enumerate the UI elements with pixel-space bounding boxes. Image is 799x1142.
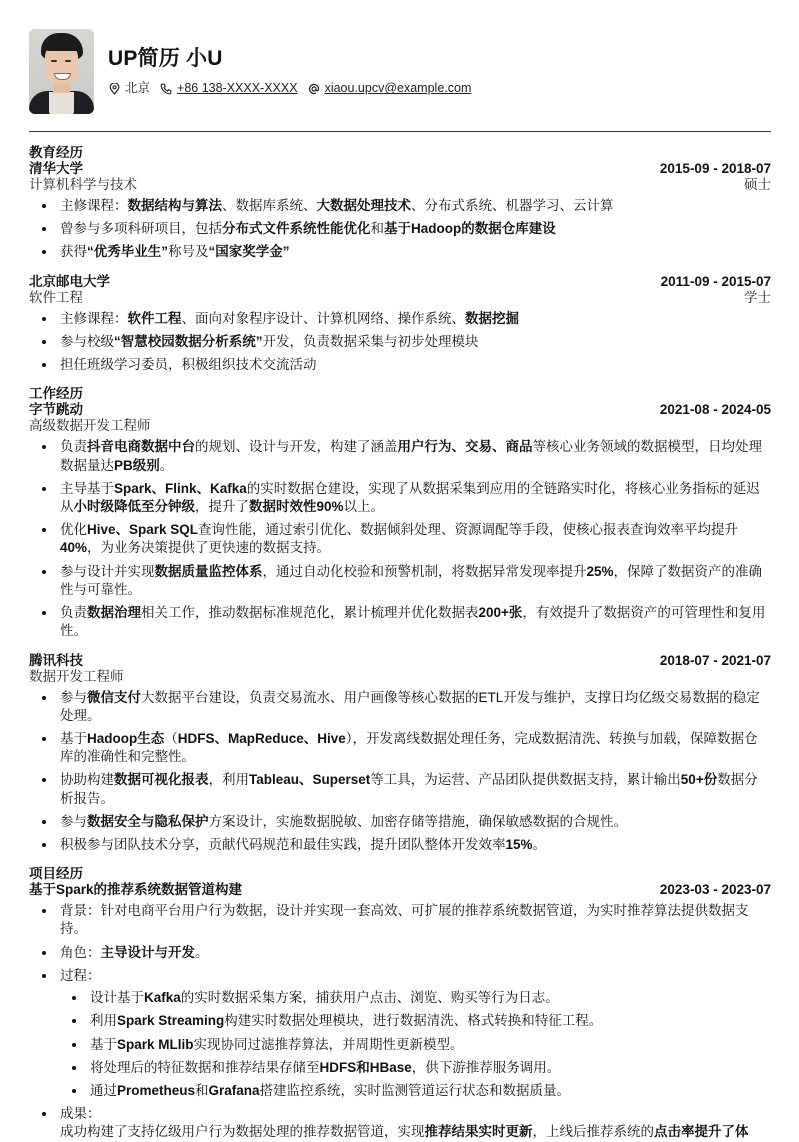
text-run: 过程： (60, 967, 101, 983)
text-run: 成果： (60, 1106, 101, 1122)
text-run: 构建实时数据处理模块，进行数据清洗、格式转换和特征工程。 (224, 1013, 603, 1029)
resume-header (29, 28, 771, 114)
text-run: ，有效提升了数据资产的可管理性和复用性。 (60, 605, 766, 639)
entry-header (29, 274, 771, 290)
emphasis-text: 主导设计与开发 (100, 944, 195, 960)
entry-date: 2023-03 - 2023-07 (659, 882, 771, 898)
phone-link[interactable]: +86 138-XXXX-XXXX (177, 81, 298, 96)
list-item (57, 438, 771, 474)
text-run: 基于 (90, 1036, 117, 1052)
emphasis-text: Grafana (208, 1083, 260, 1098)
email[interactable] (308, 80, 472, 97)
list-item (57, 480, 771, 516)
list-item (57, 730, 771, 766)
emphasis-text: 软件工程 (127, 310, 182, 326)
list-item (57, 333, 771, 351)
text-run: 、数据库系统、 (222, 198, 317, 213)
text-run: 参与校级 (60, 333, 114, 349)
emphasis-text: Spark Streaming (117, 1013, 225, 1029)
school-name: 北京邮电大学 (29, 273, 110, 289)
text-run: 以上。 (343, 498, 385, 514)
text-run: 参与 (60, 813, 87, 829)
text-run: 参与 (60, 689, 87, 705)
education-bullets (29, 197, 771, 262)
text-run: ，利用 (208, 772, 249, 788)
list-item (57, 902, 771, 938)
entry-header (29, 402, 771, 418)
emphasis-text: 抖音电商数据中台 (87, 439, 195, 455)
entry-date: 2021-08 - 2024-05 (659, 402, 771, 418)
text-run: 的规划、设计与开发，构建了涵盖 (195, 439, 398, 455)
text-run: 数据分析报告。 (60, 772, 758, 806)
text-run: ，供下游推荐服务调用。 (411, 1059, 561, 1075)
text-run: 、分布式系统、机器学习、云计算 (411, 198, 614, 213)
list-item (57, 967, 771, 1100)
list-item (57, 944, 771, 962)
job-title: 高级数据开发工程师 (29, 418, 151, 434)
profile-photo (29, 29, 94, 114)
emphasis-text: “优秀毕业生” (87, 244, 168, 260)
section-work (29, 386, 771, 854)
emphasis-text: 基于Hadoop的数据仓库建设 (384, 221, 556, 237)
list-item (57, 836, 771, 854)
emphasis-text: 大数据处理技术 (316, 198, 411, 213)
text-run: 基于 (60, 730, 87, 746)
emphasis-text: 微信支付 (87, 689, 141, 705)
text-run: 搭建监控系统，实时监测管道运行状态和数据质量。 (259, 1083, 571, 1098)
list-item (57, 604, 771, 640)
text-run: ，通过自动化校验和预警机制，将数据异常发现率提升 (262, 563, 587, 579)
emphasis-text: PB级别 (114, 457, 160, 473)
section-title: 工作经历 (29, 386, 83, 402)
project-entry (29, 882, 771, 1141)
list-item (87, 989, 771, 1007)
text-run: 利用 (90, 1013, 117, 1029)
list-item (87, 1012, 771, 1030)
list-item (57, 310, 771, 328)
text-run: 积极参与团队技术分享，贡献代码规范和最佳实践，提升团队整体开发效率 (60, 837, 506, 853)
entry-date: 2015-09 - 2018-07 (659, 161, 771, 176)
entry-header (29, 882, 771, 898)
emphasis-text: Kafka (144, 990, 181, 1006)
emphasis-text: Tableau、Superset (249, 772, 371, 788)
emphasis-text: 数据结构与算法 (127, 198, 222, 213)
text-run: ，提升了 (195, 498, 249, 514)
text-run: 协助构建 (60, 772, 114, 788)
list-item (87, 1082, 771, 1100)
text-run: 方案设计，实施数据脱敏、加密存储等措施，确保敏感数据的合规性。 (208, 813, 627, 829)
text-run: 获得 (60, 244, 87, 260)
text-run: 成功构建了支持亿级用户行为数据处理的推荐数据管道，实现 (60, 1124, 425, 1140)
entry-header (29, 290, 771, 306)
text-run: 查询性能，通过索引优化、数据倾斜处理、资源调配等手段，使核心报表查询效率平均提升 (198, 522, 739, 538)
company-name: 腾讯科技 (29, 652, 83, 668)
text-run: 优化 (60, 522, 87, 538)
contact-row (108, 80, 475, 97)
emphasis-text: 数据可视化报表 (114, 772, 209, 788)
emphasis-text: 数据治理 (87, 605, 141, 621)
text-run: 。 (159, 457, 174, 473)
header-info (108, 45, 475, 97)
email-link[interactable]: xiaou.upcv@example.com (324, 81, 472, 96)
list-item (87, 1059, 771, 1077)
text-run: 。 (532, 837, 547, 853)
major: 计算机科学与技术 (29, 177, 137, 192)
emphasis-text: “智慧校园数据分析系统” (114, 333, 263, 349)
list-item (57, 243, 771, 261)
text-run: 的实时数据仓建设，实现了从数据采集到应用的全链路实时化，将核心业务指标的延迟从 (60, 480, 760, 514)
work-entry (29, 653, 771, 855)
text-run: 将处理后的特征数据和推荐结果存储至 (90, 1059, 320, 1075)
emphasis-text: 数据安全与隐私保护 (87, 813, 209, 829)
list-item (57, 563, 771, 599)
text-run: 的实时数据采集方案，捕获用户点击、浏览、购买等行为日志。 (180, 990, 559, 1006)
text-run: 等核心业务领域的数据模型，日均处理数据量达 (60, 439, 762, 473)
emphasis-text: 数据挖掘 (465, 310, 519, 326)
text-run: 主导基于 (60, 480, 114, 496)
job-title: 数据开发工程师 (29, 668, 124, 684)
phone[interactable] (160, 80, 298, 97)
entry-date: 2018-07 - 2021-07 (659, 652, 771, 668)
section-education (29, 145, 771, 374)
emphasis-text: HDFS和HBase (319, 1059, 412, 1075)
result-text (60, 1123, 771, 1141)
text-run: ，保障了数据资产的准确性与可靠性。 (60, 563, 763, 597)
school-name: 清华大学 (29, 161, 83, 176)
work-bullets (29, 438, 771, 640)
section-title: 教育经历 (29, 145, 83, 160)
education-entry (29, 274, 771, 375)
list-item (57, 521, 771, 557)
text-run: 、面向对象程序设计、计算机网络、操作系统、 (181, 310, 465, 326)
at-sign-icon (308, 83, 320, 95)
project-bullets (29, 902, 771, 1141)
emphasis-text: Prometheus (117, 1083, 196, 1098)
section-title: 项目经历 (29, 866, 83, 882)
emphasis-text: 15% (505, 837, 533, 853)
text-run: 和 (195, 1083, 209, 1098)
text-run: 。 (195, 944, 209, 960)
emphasis-text: 数据质量监控体系 (154, 563, 263, 579)
header-divider (29, 131, 771, 132)
text-run: 曾参与多项科研项目，包括 (60, 221, 222, 237)
entry-header (29, 161, 771, 177)
list-item (57, 356, 771, 374)
text-run: 担任班级学习委员，积极组织技术交流活动 (60, 357, 317, 373)
company-name: 字节跳动 (29, 402, 83, 418)
text-run: 相关工作，推动数据标准规范化，累计梳理并优化数据表 (141, 605, 479, 621)
emphasis-text: “国家奖学金” (208, 244, 290, 260)
text-run: 角色： (60, 944, 101, 960)
degree: 学士 (744, 289, 771, 305)
text-run: （ (164, 730, 178, 746)
work-bullets (29, 689, 771, 855)
text-run: 背景：针对电商平台用户行为数据，设计并实现一套高效、可扩展的推荐系统数据管道，为实时推荐算法提供数据支持。 (60, 903, 749, 937)
list-item (57, 689, 771, 725)
candidate-name: UP简历 小U (108, 46, 223, 70)
emphasis-text: 50+份 (680, 772, 718, 788)
list-item (57, 220, 771, 238)
map-pin-icon (108, 83, 120, 95)
degree: 硕士 (744, 177, 771, 192)
section-projects (29, 866, 771, 1141)
entry-header (29, 669, 771, 685)
emphasis-text: 数据时效性90% (249, 498, 344, 514)
text-run: 开发，负责数据采集与初步处理模块 (262, 333, 479, 349)
text-run: 主修课程： (60, 198, 128, 213)
emphasis-text: 小时级降低至分钟级 (73, 498, 195, 514)
text-run: 实现协同过滤推荐算法，并周期性更新模型。 (193, 1036, 464, 1052)
resume-content (29, 145, 771, 1142)
emphasis-text: 用户行为、交易、商品 (397, 439, 533, 455)
process-bullets (60, 989, 771, 1100)
emphasis-text: 点击率提升了体 (654, 1124, 749, 1140)
list-item (57, 1105, 771, 1141)
emphasis-text: 分布式文件系统性能优化 (222, 221, 371, 237)
entry-header (29, 177, 771, 193)
entry-header (29, 418, 771, 434)
project-name: 基于Spark的推荐系统数据管道构建 (29, 882, 243, 898)
emphasis-text: Spark MLlib (117, 1036, 194, 1052)
emphasis-text: 25% (586, 563, 614, 579)
text-run: 通过 (90, 1083, 117, 1098)
education-entry (29, 161, 771, 262)
list-item (57, 771, 771, 807)
text-run: 参与设计并实现 (60, 563, 155, 579)
list-item (57, 197, 771, 215)
text-run: 等工具，为运营、产品团队提供数据支持，累计输出 (370, 772, 681, 788)
text-run: 设计基于 (90, 990, 144, 1006)
text-run: 负责 (60, 605, 87, 621)
text-run: 大数据平台建设，负责交易流水、用户画像等核心数据的ETL开发与维护，支撑日均亿级交易数据的稳定处理。 (60, 689, 760, 723)
text-run: 主修课程： (60, 310, 128, 326)
emphasis-text: 200+张 (478, 605, 523, 621)
work-entry (29, 402, 771, 640)
list-item (87, 1036, 771, 1054)
text-run: ），开发离线数据处理任务，完成数据清洗、转换与加载，保障数据仓库的准确性和完整性。 (60, 730, 758, 765)
text-run: 负责 (60, 439, 87, 455)
emphasis-text: 推荐结果实时更新 (424, 1124, 533, 1140)
major: 软件工程 (29, 289, 83, 305)
emphasis-text: Hive、Spark SQL (87, 522, 199, 538)
emphasis-text: Spark、Flink、Kafka (114, 480, 247, 496)
text-run: ，为业务决策提供了更快速的数据支持。 (87, 540, 331, 556)
text-run: 和 (370, 221, 384, 237)
emphasis-text: HDFS、MapReduce、Hive (177, 730, 346, 746)
entry-header (29, 653, 771, 669)
list-item (57, 813, 771, 831)
text-run: 称号及 (168, 244, 209, 260)
emphasis-text: Hadoop生态 (87, 730, 165, 746)
education-bullets (29, 310, 771, 375)
entry-date: 2011-09 - 2015-07 (660, 273, 771, 289)
location-text: 北京 (125, 81, 151, 96)
text-run: ，上线后推荐系统的 (532, 1124, 654, 1140)
phone-icon (160, 83, 172, 95)
location (108, 80, 150, 97)
emphasis-text: 40% (60, 540, 88, 556)
